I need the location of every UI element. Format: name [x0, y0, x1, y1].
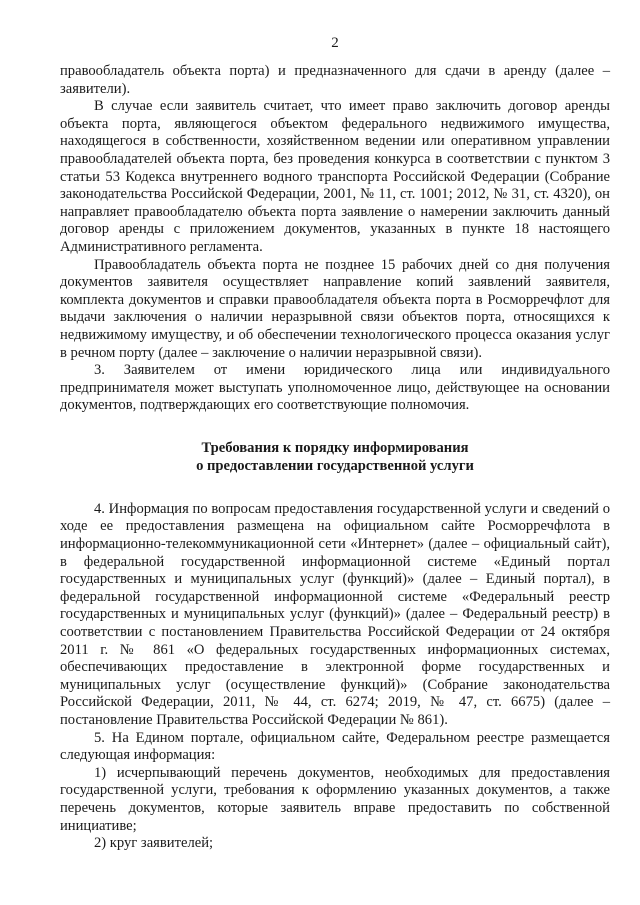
paragraph-5-published-info: 5. На Едином портале, официальном сайте, Федеральном реестре размещается следующая информация: — [60, 729, 610, 764]
section-heading-line-1: Требования к порядку информирования — [201, 439, 469, 456]
paragraph-continuation: правообладатель объекта порта) и предназначенного для сдачи в аренду (далее – заявители). — [60, 63, 610, 97]
list-item-1-documents: 1) исчерпывающий перечень документов, необходимых для предоставления государственной услуги, требования к оформлению указанных документов, а также перечень документов, которые заявитель вправе предоставить по собственной инициативе; — [60, 764, 610, 834]
page-number: 2 — [331, 35, 339, 51]
section-heading-line-2: о предоставлении государственной услуги — [196, 457, 474, 474]
document-body — [60, 63, 610, 853]
paragraph-port-owner-deadline: Правообладатель объекта порта не позднее 15 рабочих дней со дня получения документов заявителя осуществляет направление копий заявлений заявителя, комплекта документов и справки правообладателя объекта порта в Росморречфлот для выдачи заключения о наличии неразрывной связи объектов порта, относящихся к недвижимому имуществу, и об обеспечении технологического процесса оказания услуг в речном порту (далее – заключение о наличии неразрывной связи). — [60, 256, 610, 361]
section-heading — [60, 439, 610, 475]
paragraph-3-authorized-person: 3. Заявителем от имени юридического лица или индивидуального предпринимателя может выступать уполномоченное лицо, действующее на основании документов, подтверждающих его соответствующие полномочия. — [60, 362, 610, 414]
paragraph-4-information-placement: 4. Информация по вопросам предоставления государственной услуги и сведений о ходе ее предоставления размещена на официальном сайте Росморречфлота в информационно-телекоммуникационной сети «Интернет» (далее – официальный сайт), в федеральной государственной информационной системе «Единый портал государственных и муниципальных услуг (функций)» (далее – Единый портал), в федеральной государственной информационной системе «Федеральный реестр государственных и муниципальных услуг (функций)» (далее – Федеральный реестр) в соответствии с постановлением Правительства Российской Федерации от 24 октября 2011 г. № 861 «О федеральных государственных информационных системах, обеспечивающих предоставление в электронной форме государственных и муниципальных услуг (осуществление функций)» (Собрание законодательства Российской Федерации, 2011, № 44, ст. 6274; 2019, № 47, ст. 6675) (далее – постановление Правительства Российской Федерации № 861). — [60, 500, 610, 728]
paragraph-lease-without-tender: В случае если заявитель считает, что имеет право заключить договор аренды объекта порта, являющегося объектом федерального недвижимого имущества, находящегося в собственности, хозяйственном ведении или оперативном управлении правообладателей объекта порта, без проведения конкурса в соответствии с пунктом 3 статьи 53 Кодекса внутреннего водного транспорта Российской Федерации (Собрание законодательства Российской Федерации, 2001, № 11, ст. 1001; 2012, № 31, ст. 4320), он направляет правообладателю объекта порта заявление о намерении заключить данный договор аренды с приложением документов, указанных в пункте 18 настоящего Административного регламента. — [60, 98, 610, 255]
list-item-2-applicants: 2) круг заявителей; — [94, 835, 214, 852]
